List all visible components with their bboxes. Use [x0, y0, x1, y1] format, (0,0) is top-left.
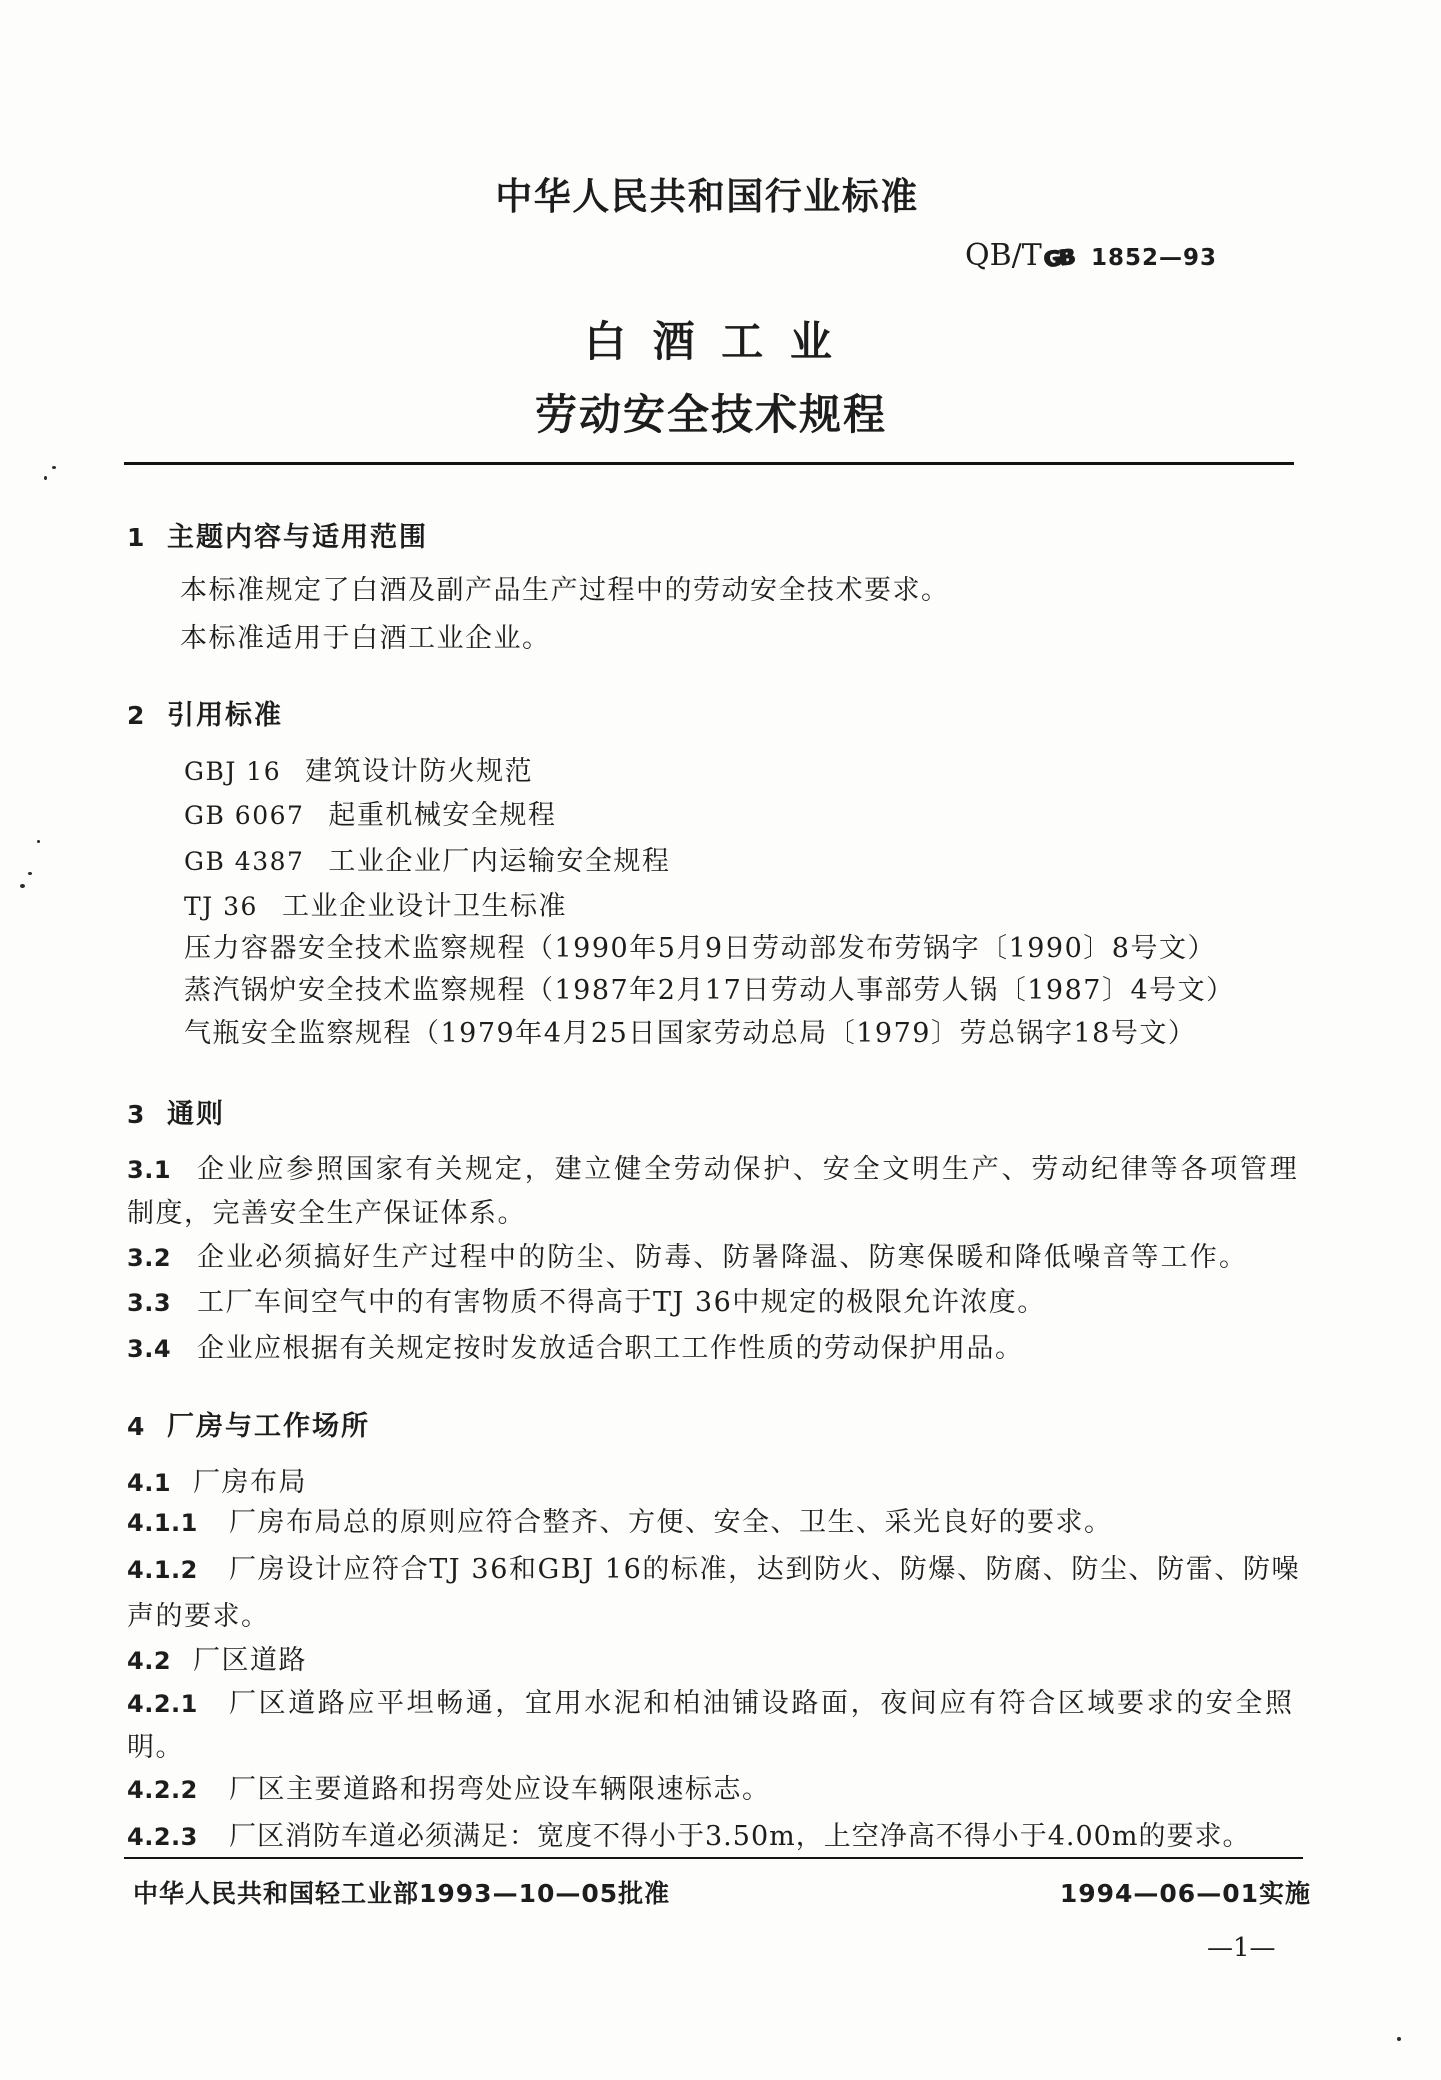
clause-continuation: 明。	[127, 1732, 184, 1763]
reference-name: 工业企业设计卫生标准	[281, 891, 567, 922]
section-number: 3	[127, 1100, 145, 1129]
subsection-heading	[127, 1641, 307, 1681]
reference-item	[184, 796, 556, 836]
reference-item	[184, 842, 670, 882]
clause	[127, 1283, 1046, 1323]
section-heading	[127, 1095, 225, 1135]
reference-name: 气瓶安全监察规程（1979年4月25日国家劳动总局〔1979〕劳总锅字18号文）	[184, 1018, 1197, 1049]
clause-number: 4.2.2	[127, 1776, 198, 1804]
clause-text: 厂区消防车道必须满足：宽度不得小于3.50m，上空净高不得小于4.00m的要求。	[229, 1821, 1251, 1852]
clause-text: 企业应参照国家有关规定，建立健全劳动保护、安全文明生产、劳动纪律等各项管理	[197, 1154, 1300, 1185]
title-line-2: 劳动安全技术规程	[534, 390, 887, 439]
standard-code-overprint-mark: GB	[1042, 244, 1075, 272]
clause-text: 工厂车间空气中的有害物质不得高于TJ 36中规定的极限允许浓度。	[197, 1287, 1046, 1318]
paragraph: 本标准适用于白酒工业企业。	[180, 623, 551, 654]
clause-number: 3.2	[127, 1244, 172, 1272]
title-line-1: 白 酒 工 业	[584, 317, 838, 366]
reference-name: 建筑设计防火规范	[305, 756, 534, 787]
subsection-number: 4.2	[127, 1647, 172, 1675]
reference-item	[184, 752, 533, 792]
clause	[127, 1238, 1248, 1278]
section-title: 通则	[167, 1099, 225, 1130]
clause-text: 厂区道路应平坦畅通，宜用水泥和柏油铺设路面，夜间应有符合区域要求的安全照	[229, 1688, 1295, 1719]
clause-number: 3.1	[127, 1156, 172, 1184]
scan-speck	[37, 840, 40, 843]
section-heading	[127, 1407, 370, 1447]
subsection-heading	[127, 1463, 307, 1503]
clause-number: 3.4	[127, 1335, 172, 1363]
approval-note: 中华人民共和国轻工业部1993—10—05批准	[133, 1879, 671, 1908]
clause-number: 4.2.3	[127, 1823, 198, 1851]
standard-code	[965, 236, 1217, 276]
clause-text: 厂区主要道路和拐弯处应设车辆限速标志。	[229, 1774, 771, 1805]
clause-number: 4.2.1	[127, 1690, 198, 1718]
scan-speck	[1397, 2037, 1401, 2041]
section-number: 4	[127, 1412, 145, 1441]
subsection-title: 厂区道路	[193, 1645, 307, 1676]
clause	[127, 1329, 1024, 1369]
section-title: 引用标准	[167, 700, 283, 731]
clause-number: 4.1.2	[127, 1556, 198, 1584]
reference-item	[184, 929, 1216, 969]
scan-speck	[20, 884, 25, 888]
clause-text: 厂房布局总的原则应符合整齐、方便、安全、卫生、采光良好的要求。	[229, 1507, 1113, 1538]
subsection-title: 厂房布局	[193, 1467, 307, 1498]
clause-continuation: 制度，完善安全生产保证体系。	[127, 1198, 526, 1229]
clause-number: 4.1.1	[127, 1509, 198, 1537]
clause-text: 厂房设计应符合TJ 36和GBJ 16的标准，达到防火、防爆、防腐、防尘、防雷、防噪	[229, 1554, 1301, 1585]
reference-item	[184, 887, 567, 927]
header-rule	[124, 462, 1294, 465]
clause-text: 企业必须搞好生产过程中的防尘、防毒、防暑降温、防寒保暖和降低噪音等工作。	[197, 1242, 1249, 1273]
clause	[127, 1684, 1295, 1724]
subsection-number: 4.1	[127, 1469, 172, 1497]
reference-code: TJ 36	[184, 892, 258, 921]
reference-name: 压力容器安全技术监察规程（1990年5月9日劳动部发布劳锅字〔1990〕8号文）	[184, 933, 1216, 964]
reference-name: 工业企业厂内运输安全规程	[328, 846, 671, 877]
reference-item	[184, 1014, 1196, 1054]
clause-number: 3.3	[127, 1289, 172, 1317]
standard-category: 中华人民共和国行业标准	[495, 175, 919, 218]
reference-code: GB 4387	[184, 847, 305, 876]
clause	[127, 1503, 1113, 1543]
section-number: 1	[127, 523, 145, 552]
clause-continuation: 声的要求。	[127, 1601, 270, 1632]
scan-speck	[44, 476, 47, 480]
reference-code: GB 6067	[184, 801, 305, 830]
section-title: 厂房与工作场所	[167, 1411, 370, 1442]
clause	[127, 1150, 1300, 1190]
standard-code-prefix: QB/T	[965, 238, 1042, 273]
reference-item	[184, 971, 1235, 1011]
section-number: 2	[127, 701, 145, 730]
paragraph: 本标准规定了白酒及副产品生产过程中的劳动安全技术要求。	[180, 575, 950, 606]
clause	[127, 1817, 1250, 1857]
section-heading	[127, 518, 428, 558]
footer-rule	[124, 1857, 1303, 1859]
clause	[127, 1770, 771, 1810]
clause	[127, 1550, 1300, 1590]
reference-name: 起重机械安全规程	[328, 800, 557, 831]
reference-code: GBJ 16	[184, 757, 282, 786]
scan-speck	[28, 872, 32, 875]
section-title: 主题内容与适用范围	[167, 522, 428, 553]
standard-code-number: 1852—93	[1091, 245, 1218, 271]
clause-text: 企业应根据有关规定按时发放适合职工工作性质的劳动保护用品。	[197, 1333, 1024, 1364]
scan-speck	[52, 466, 56, 469]
effective-date: 1994—06—01实施	[1059, 1879, 1311, 1908]
section-heading	[127, 696, 283, 736]
reference-name: 蒸汽锅炉安全技术监察规程（1987年2月17日劳动人事部劳人锅〔1987〕4号文）	[184, 975, 1235, 1006]
page-number: —1—	[1207, 1933, 1276, 1963]
